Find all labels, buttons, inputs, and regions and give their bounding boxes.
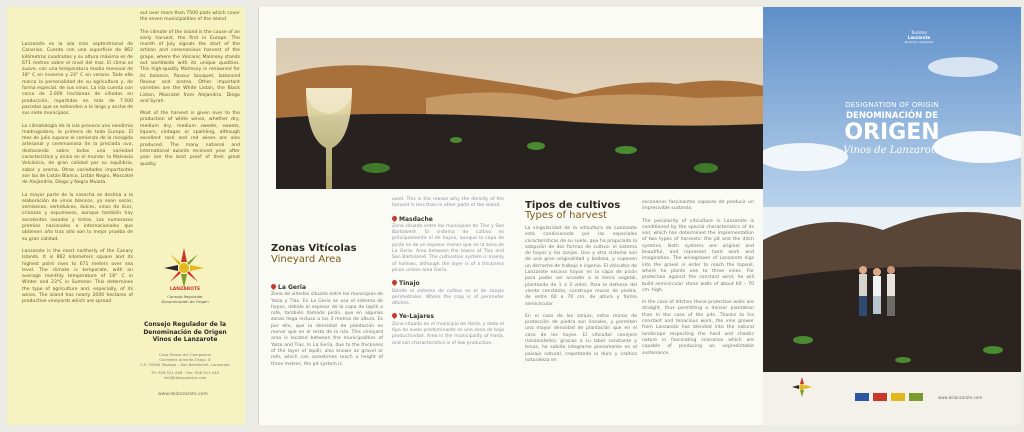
sponsor-icon	[873, 393, 887, 401]
designation-line: DESIGNATION OF ORIGIN	[845, 101, 939, 109]
eu-flag-icon	[855, 393, 869, 401]
council-name-line: Denominación de Origen	[143, 328, 227, 336]
masdache-title: Masdache	[399, 215, 433, 223]
cultivos-title: Tipos de cultivos	[525, 200, 621, 211]
badge-text: Lanzarote	[907, 35, 931, 40]
address-line: Tlf: 928 521 048 · Fax: 928 521 049	[151, 370, 219, 375]
velajares-title: Ye-Lajares	[399, 313, 434, 321]
tourism-badge	[902, 30, 936, 58]
cultivos-paragraph: En el caso de las zanjas, estos muros de protección de piedra son lineales, y permiten una mayor densidad de plantación que en el caso de los hoyos. El viticultor conejero (lanzaroteño), gracias a su labor constante y tenaz, ha sabido integrarse plenamente en el paisaje natural, respetando la dura y caótica naturaleza en	[525, 313, 637, 363]
badge-text: Turismo	[911, 30, 927, 35]
council-logo-sub: Denominación de Origen	[161, 299, 209, 304]
address-line: Casa Museo del Campesino	[158, 352, 212, 357]
zonas-title: Zonas Vitícolas	[271, 243, 357, 254]
people-figure	[859, 266, 895, 316]
sponsor-icon	[891, 393, 905, 401]
velajares-heading	[392, 313, 504, 320]
la-geria-section	[271, 284, 383, 368]
council-name	[140, 321, 230, 344]
cultivos-paragraph: The peculiarity of viticulture in Lanzarote is conditioned by the special characteristics of its soil, which has determined the implementation of two types of harvests: the pit and the ditch systems. Both systems are original and beautiful, and represent hard work and imagination. The winegrower of Lanzarote digs into the gravel in order to reach the topsoil, where he plants one to three vines. For protection against the constant wind, he will build semicircular stone walls of about 60 – 70 cm. high.	[642, 218, 754, 293]
address-line: C.P. 35560 Mozaga – San Bartolomé, Lanzarote	[140, 362, 230, 367]
location-pin-icon	[391, 312, 398, 319]
intro-paragraph: The climate of the island is the cause of an early harvest, the first in Europe. The month of July signals the start of the artisan and ceremonious harvest of the grape, where the Volcanic Malmsey stands out worldwide with its unique qualities. This high-quality Malmsey is renowned for its balance, flavour bouquet, balanced flavour and aroma. Other important varieties are the White Listan, the Black Listan, Moscatel from Alejandria, Diego and Syrah.	[140, 29, 240, 104]
intro-paragraph: Most of the harvest is given over to the production of white wines, whether dry, medium dry, medium sweets, sweets, liquors, vintages or sparkling, although excellent rosé and red wines are also produced. The many national and international awards received year after year are the best proof of their great quality.	[140, 111, 240, 167]
intro-text-es	[22, 42, 133, 312]
tinajo-title: Tinajo	[399, 280, 420, 288]
council-logo-text: LANZAROTE	[169, 287, 201, 292]
masdache-text: Zona situada entre los municipios de Tías y San Bartolomé. El sistema de cultivo es principalmente el de hoyos, aunque la capa de picón es de un espesor menor que en la zona de La Geria. Area between the towns of Tías and San Bartolomé. The cultivation system is mainly of hollows, although the layer is of a thickness picon unless area Geria.	[392, 223, 504, 273]
location-pin-icon	[391, 215, 398, 222]
la-geria-continued: used. This is the reason why the density of the harvest is less than in other parts of the island.	[392, 197, 504, 209]
zonas-subtitle: Vineyard Area	[271, 254, 342, 265]
velajares-text: Zona situada en el municipio de Haría, y dado el tipo de suelo predominante es una zona de baja productividad. Area in the municipality of Haría, and soil characteristics is of low production.	[392, 321, 504, 346]
zonas-col2	[392, 197, 504, 353]
la-geria-title: La Geria	[278, 284, 307, 291]
sponsor-icon	[909, 393, 923, 401]
website-link[interactable]: www.dolanzarote.com	[938, 395, 983, 400]
masdache-heading	[392, 216, 504, 223]
origen-title: ORIGEN	[844, 120, 940, 145]
intro-text-en	[140, 11, 240, 174]
cultivos-paragraph: In the case of ditches these protection walls are straight, thus permitting a denser plantation than in the case of the pits. Thanks to his constant and tenacious work, the vine grower from Lanzarote has blended into the natural landscape respecting the hard and chaotic nature in fascinating scenarios which are capable of producing an unpredictable sustenance.	[642, 300, 754, 356]
vinos-title: Vinos de Lanzarote	[843, 145, 941, 156]
vineyard-photo	[276, 38, 764, 189]
address-line: Carretera Arrecife-Tinajo, 8	[159, 357, 211, 362]
intro-paragraph: out over more than 7500 plots which cover the seven municipalities of the island.	[140, 11, 240, 23]
denominacion-line: DENOMINACIÓN DE	[845, 111, 939, 121]
intro-paragraph: Lanzarote es la isla más septentrional de Canarias. Cuenta con una superficie de 862 kilómetros cuadrados y su altura máxima es de 671 metros sobre el nivel del mar. El clima es suave, con una temperatura media mensual de 18° C en invierno y 23° C en verano. Todo ello marca la personalidad de su agricultura y, de forma especial, de sus vinos. La isla cuenta con cerca de 2.000 hectáreas de viñedos en producción, repartidas en más de 7.500 parcelas que se extienden a lo largo y ancho de sus siete municipios.	[22, 42, 133, 117]
la-geria-text: Zona de viñedos situada entre los municipios de Yaiza y Tías. En La Geria se usa el sistema de hoyos, debido al espesor de la capa de lapilli o rofe, también llamado picón, que en algunas zonas llega incluso a los 3 metros de altura. Es por ello, que la densidad de plantación es menor que en el resto de la isla. This vineyard area is located between the municipalities of Yaiza and Tías. In La Geria, due to the thickness of the layer of lapilli, also known as gravel or rofe, which can sometimes reach a height of three metres, the pit system is	[271, 292, 383, 367]
tinajo-heading	[392, 280, 504, 287]
email-link[interactable]: info@dolanzarote.com	[163, 375, 207, 380]
intro-paragraph: La climatología de la isla provoca una vendimia madrugadora, la primera de toda Europa. El mes de julio supone el comienzo de la recogida artesanal y ceremoniosa de la preciada uva, destacando sobre todas una variedad característica y única en el mundo: la Malvasía Volcánica, de gran calidad por su equilibrio, sabor y aroma. Otras variedades importantes son las de Listán Blanco, Listán Negro, Moscatel de Alejandría, Diego y Negra Mulata.	[22, 123, 133, 186]
sponsor-logos	[855, 393, 935, 403]
cultivos-paragraph: escenarios fascinantes capaces de producir un impresivible sustento.	[642, 200, 754, 212]
cultivos-col2	[642, 200, 754, 363]
fold-line	[258, 7, 259, 425]
cultivos-subtitle: Types of harvest	[525, 210, 607, 221]
intro-paragraph: La mayor parte de la cosecha se destina a la elaboración de vinos blancos, ya sean secos, semisecos, semidulces, dulces, vinos de licor, crianzas y espumosos, aunque también hay excelentes rosados y tintos. Los numerosos premios nacionales e internacionales que obtienen año tras año son la mejor prueba de su gran calidad.	[22, 192, 133, 242]
website-link[interactable]: www.dolanzarote.com	[158, 392, 208, 397]
council-address	[135, 352, 235, 380]
council-name-line: Consejo Regulador de la	[143, 321, 227, 328]
council-logo-icon	[790, 375, 814, 399]
location-pin-icon	[270, 283, 277, 290]
council-logo-sub: Consejo Regulador	[167, 294, 203, 299]
intro-paragraph: Lanzarote is the most northerly of the Canary Islands. It is 862 kilometers square and its highest point rises to 671 meters over sea level. The climate is temperate, with an average monthly temperature of 18° C in Winter and 23°C in Summer. This determines the type of agriculture and, especially, of its wines. The island has nearly 2000 hectares of productive vineyards which are spread	[22, 248, 133, 305]
badge-text: Rural en Lanzarote	[904, 40, 934, 44]
cultivos-paragraph: La singularidad de la viticultura de Lanzarote está condicionada por las especiales características de su suelo, que ha propiciado la adopción de dos formas de cultivo: el sistema de hoyos y las zanjas. Uno y otro sistema son de una gran originalidad y belleza, y suponen un derroche de trabajo e ingenio. El viticultor de Lanzarote excava hoyos en la capa de picón para poder así acceder a la tierra vegetal, plantando de 1 a 3 vides. Para la defensa del viento constante, construye muros de piedra, de entre 60 a 70 cm. de altura y forma semicircular.	[525, 226, 637, 307]
location-pin-icon	[391, 279, 398, 286]
cultivos-col1	[525, 226, 637, 370]
la-geria-heading	[271, 284, 383, 291]
cover-photo	[763, 170, 1021, 390]
tinajo-text: Dónde el sistema de cultivo es el de zanjas perimetrales. Where the crop is of perimeter ditches.	[392, 288, 504, 307]
council-name-line: Vinos de Lanzarote	[152, 336, 218, 343]
